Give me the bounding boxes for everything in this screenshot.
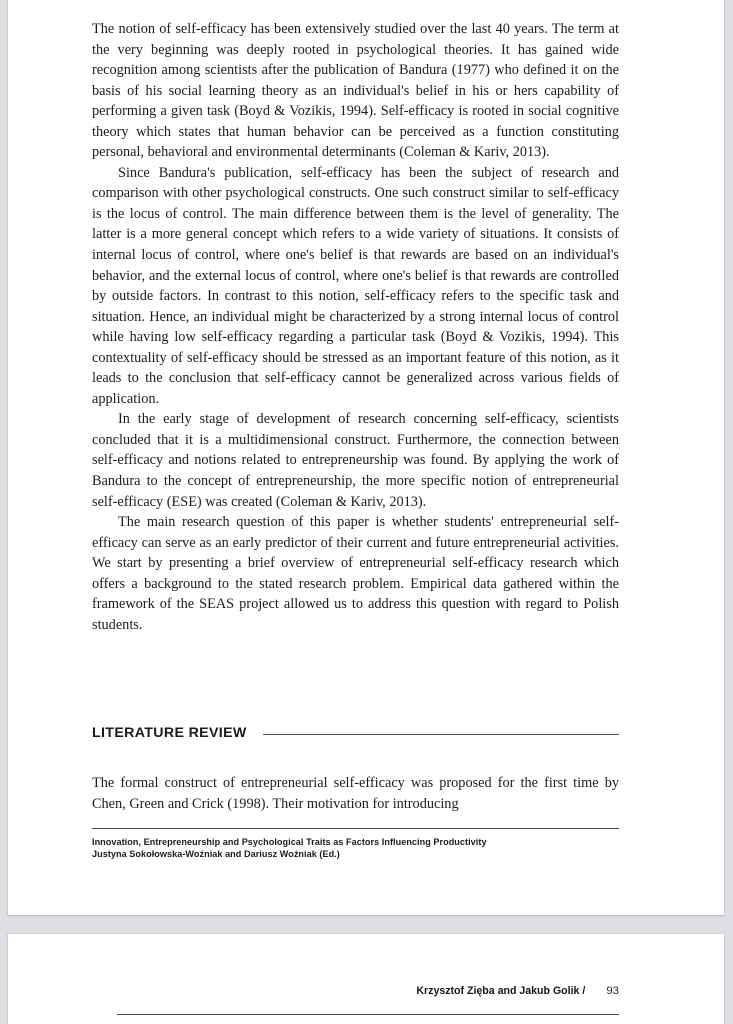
running-head-authors: Krzysztof Zięba and Jakub Golik / [416, 985, 586, 997]
paragraph: The main research question of this paper is whether students' entrepreneurial self-efficacy can serve as an early predictor of their current and future entrepreneurial activities. We start by presenting a brief overview of entrepreneurial self-efficacy research which offers a background to the stated research problem. Empirical data gathered within the framework of the SEAS project allowed us to address this question with regard to Polish students. [92, 514, 619, 633]
paragraph: Since Bandura's publication, self-efficacy has been the subject of research and comparison with other psychological constructs. One such construct similar to self-efficacy is the locus of control. The main difference between them is the level of generality. The latter is a more general concept which refers to a wide variety of situations. It consists of internal locus of control, where one's belief is that rewards are based on an individual's behavior, and the external locus of control, where one's belief is that rewards are controlled by outside factors. In contrast to this notion, self-efficacy refers to the specific task and situation. Hence, an individual might be characterized by a strong internal locus of control while having low self-efficacy regarding a particular task (Boyd & Vozikis, 1994). This contextuality of self-efficacy should be stressed as an important feature of this notion, as it leads to the conclusion that self-efficacy cannot be generalized across various fields of application. [92, 164, 619, 407]
section-introduction-body [92, 19, 619, 635]
page-footer [92, 828, 619, 861]
paragraph: The formal construct of entrepreneurial self-efficacy was proposed for the first time by Chen, Green and Crick (1998). Their motivation for introducing [92, 775, 619, 812]
footer-book-title: Innovation, Entrepreneurship and Psychological Traits as Factors Influencing Productivity [92, 837, 487, 847]
section-heading-introduction-clipped [92, 0, 619, 2]
footer-editors: Justyna Sokołowska-Woźniak and Dariusz Woźniak (Ed.) [92, 849, 340, 860]
footer-divider-rule [92, 828, 619, 829]
document-page-1 [8, 0, 724, 915]
page-number: 93 [606, 985, 619, 997]
running-head-divider-rule [117, 1014, 619, 1015]
section-heading-literature-review: LITERATURE REVIEW [92, 725, 247, 741]
document-page-2 [8, 934, 724, 1024]
section-heading-literature-review-row [92, 725, 619, 741]
paragraph: In the early stage of development of research concerning self-efficacy, scientists concluded that it is a multidimensional construct. Furthermore, the connection between self-efficacy and notions related to entrepreneurship was found. By applying the work of Bandura to the concept of entrepreneurship, the more specific notion of entrepreneurial self-efficacy (ESE) was created (Coleman & Kariv, 2013). [92, 411, 619, 510]
paragraph: The notion of self-efficacy has been extensively studied over the last 40 years. The term at the very beginning was deeply rooted in psychological theories. It has gained wide recognition among scientists after the publication of Bandura (1977) who defined it on the basis of his social learning theory as an individual's belief in his or hers capability of performing a given task (Boyd & Vozikis, 1994). Self-efficacy is rooted in social cognitive theory which states that human behavior can be perceived as a function constituting personal, behavioral and environmental determinants (Coleman & Kariv, 2013). [92, 21, 619, 161]
running-head [92, 985, 619, 997]
section-literature-review-body [92, 773, 619, 814]
heading-divider-rule [263, 734, 619, 735]
